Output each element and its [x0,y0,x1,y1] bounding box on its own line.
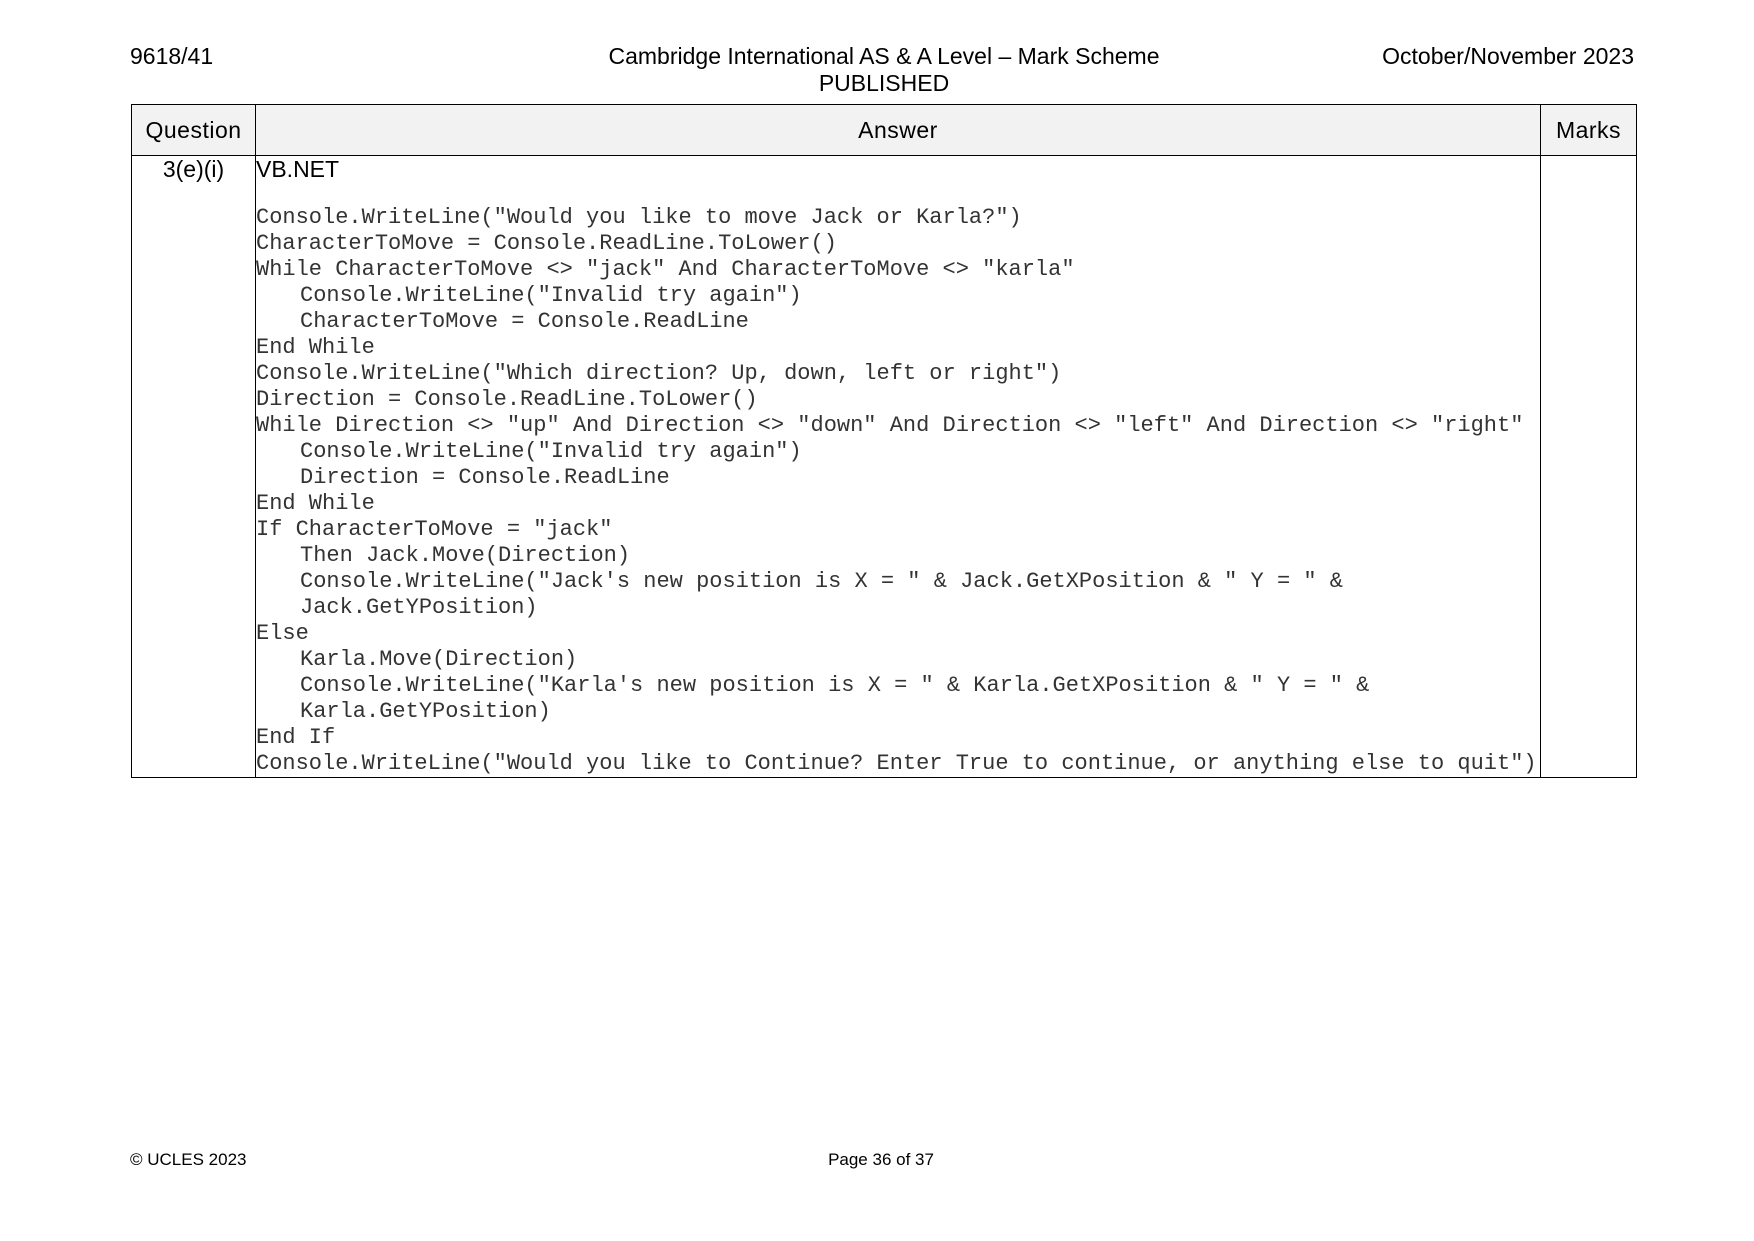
title-line: Cambridge International AS & A Level – Mark Scheme [608,43,1160,69]
question-number: 3(e)(i) [132,156,256,778]
question-column-header: Question [132,105,256,156]
code-line: Console.WriteLine("Karla's new position is X = " & Karla.GetXPosition & " Y = " & Karla.GetYPosition) [300,673,1383,724]
code-line: Console.WriteLine("Would you like to Continue? Enter True to continue, or anything else to quit") [256,751,1537,776]
exam-session: October/November 2023 [1382,43,1634,69]
copyright-notice: © UCLES 2023 [130,1150,247,1169]
page-number: Page 36 of 37 [828,1150,934,1169]
published-label: PUBLISHED [818,70,950,96]
code-line: Console.WriteLine("Jack's new position is X = " & Jack.GetXPosition & " Y = " & Jack.GetYPosition) [300,569,1357,620]
code-line: End While [256,491,375,516]
code-line: While Direction <> "up" And Direction <> "down" And Direction <> "left" And Direction <> "right" [256,413,1524,438]
table-header-row [132,105,1637,156]
code-line: Console.WriteLine("Invalid try again") [300,439,802,464]
code-line: Console.WriteLine("Which direction? Up, down, left or right") [256,361,1062,386]
answer-cell [256,156,1541,778]
code-line: End If [256,725,336,750]
code-line: Else [256,621,309,646]
code-line: End While [256,335,375,360]
language-label: VB.NET [256,156,340,182]
marks-column-header: Marks [1541,105,1637,156]
code-line: Console.WriteLine("Invalid try again") [300,283,802,308]
mark-scheme-table [131,104,1637,778]
paper-code: 9618/41 [130,43,214,69]
code-line: CharacterToMove = Console.ReadLine.ToLower() [256,231,837,256]
code-line: Karla.Move(Direction) [300,647,578,672]
table-row [132,156,1637,778]
code-block [256,205,1540,777]
code-line: While CharacterToMove <> "jack" And CharacterToMove <> "karla" [256,257,1075,282]
code-line: If CharacterToMove = "jack" [256,517,613,542]
code-line: Then Jack.Move(Direction) [300,543,631,568]
code-line: Console.WriteLine("Would you like to move Jack or Karla?") [256,205,1022,230]
code-line: CharacterToMove = Console.ReadLine [300,309,749,334]
answer-column-header: Answer [256,105,1541,156]
code-line: Direction = Console.ReadLine.ToLower() [256,387,758,412]
marks-cell [1541,156,1637,778]
code-line: Direction = Console.ReadLine [300,465,670,490]
